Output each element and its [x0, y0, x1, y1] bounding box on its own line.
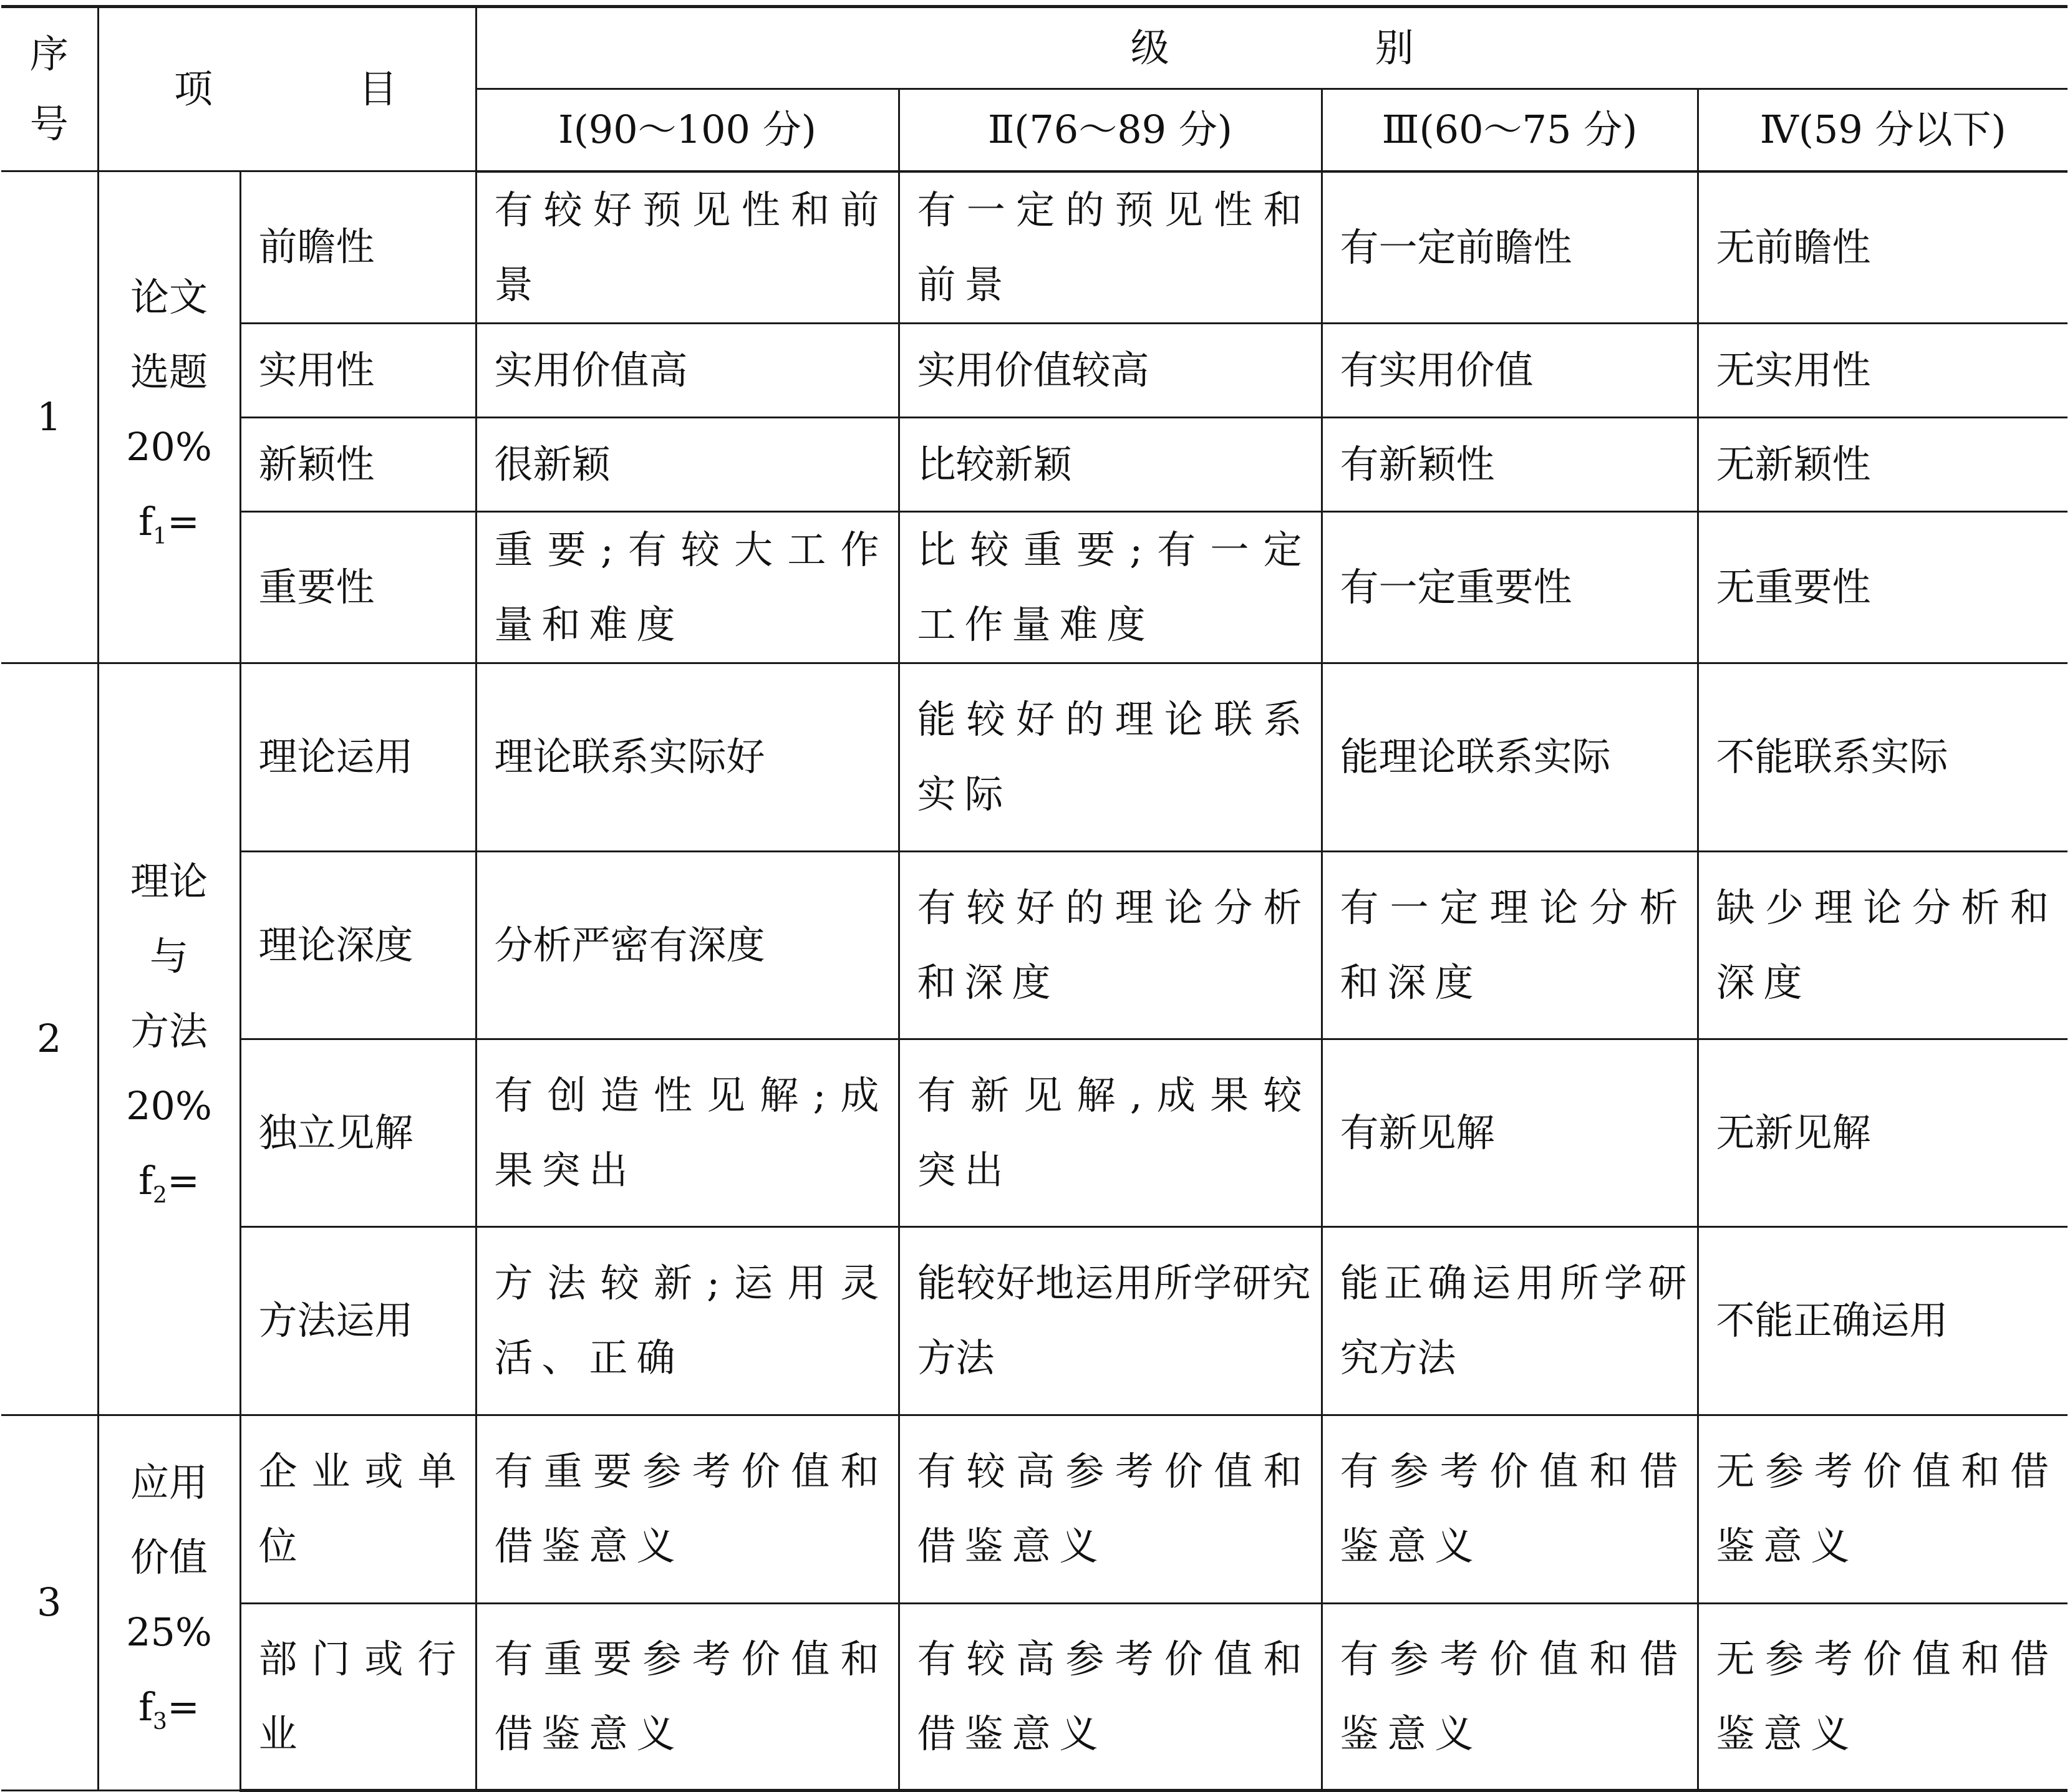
criterion-item	[240, 1603, 476, 1790]
group-1-factor-sub: 1	[153, 523, 167, 549]
grade-1-cell	[476, 171, 899, 324]
criterion-item-text: 新颖性	[258, 441, 375, 487]
grade-4-text: 无新颖性	[1716, 441, 1871, 487]
grade-3-text: 能理论联系实际	[1340, 734, 1611, 779]
group-2-label-line-4: 20%	[126, 1083, 212, 1129]
header-grade-4: Ⅳ(59 分以下)	[1698, 89, 2068, 171]
grade-3-text: 有一定前瞻性	[1340, 224, 1572, 270]
grade-3-text: 有一定理论分析和深度	[1340, 884, 1687, 1005]
group-2-label-line-3: 方法	[130, 1008, 208, 1054]
grade-1-cell	[476, 851, 899, 1039]
criterion-item-text: 重要性	[258, 564, 375, 610]
grade-1-cell	[476, 1226, 899, 1415]
grade-3-text: 有新见解	[1340, 1109, 1495, 1155]
grade-1-text: 有重要参考价值和借鉴意义	[494, 1635, 888, 1756]
group-3-factor	[99, 1670, 239, 1760]
group-1-label-line-1: 论文	[130, 274, 208, 320]
criterion-item	[240, 323, 476, 417]
header-item-cell	[98, 7, 476, 171]
grade-1-text: 分析严密有深度	[494, 922, 765, 968]
criterion-item-text: 实用性	[258, 347, 375, 393]
grade-2-cell	[899, 323, 1322, 417]
grade-4-cell	[1698, 171, 2068, 324]
grade-3-cell	[1322, 851, 1698, 1039]
group-3-seq: 3	[1, 1415, 98, 1790]
grade-1-cell	[476, 511, 899, 663]
criterion-item-text: 部门或行业	[258, 1635, 465, 1756]
grade-4-cell	[1698, 1415, 2068, 1603]
group-3-factor-sub: 3	[153, 1709, 167, 1735]
grade-4-cell	[1698, 851, 2068, 1039]
grade-3-cell	[1322, 511, 1698, 663]
grade-1-cell	[476, 1039, 899, 1226]
criterion-item	[240, 851, 476, 1039]
grade-2-cell	[899, 1603, 1322, 1790]
grade-2-text: 实用价值较高	[917, 347, 1149, 393]
grade-1-text: 重要;有较大工作量和难度	[494, 526, 888, 647]
group-3-label-line-3: 25%	[126, 1609, 212, 1655]
criterion-item-text: 独立见解	[258, 1109, 414, 1155]
grade-4-cell	[1698, 417, 2068, 511]
grade-2-text: 有较好的理论分析和深度	[917, 884, 1311, 1005]
group-3-label	[98, 1415, 240, 1790]
grade-3-text: 有参考价值和借鉴意义	[1340, 1448, 1687, 1569]
group-1-label-line-2: 选题	[130, 349, 208, 395]
header-level-char-1: 级	[1130, 25, 1169, 70]
grade-4-cell	[1698, 1039, 2068, 1226]
group-1-label	[98, 171, 240, 663]
grade-2-text: 有较高参考价值和借鉴意义	[917, 1635, 1311, 1756]
grade-2-cell	[899, 851, 1322, 1039]
group-1-label-line-3: 20%	[126, 423, 212, 470]
grade-3-cell	[1322, 171, 1698, 324]
grade-1-cell	[476, 1603, 899, 1790]
grade-4-cell	[1698, 663, 2068, 851]
group-3-factor-letter: f	[138, 1684, 153, 1730]
grade-2-cell	[899, 171, 1322, 324]
grade-2-cell	[899, 1039, 1322, 1226]
group-3-label-line-2: 价值	[130, 1534, 208, 1580]
group-1-seq: 1	[1, 171, 98, 663]
group-2-label	[98, 663, 240, 1415]
grade-3-cell	[1322, 663, 1698, 851]
header-item-char-2: 目	[359, 66, 400, 112]
header-item-char-1: 项	[173, 66, 215, 112]
grade-1-cell	[476, 663, 899, 851]
grade-4-text: 不能正确运用	[1716, 1298, 1948, 1343]
grade-1-cell	[476, 1415, 899, 1603]
group-2-factor	[99, 1144, 239, 1233]
grade-1-text: 有较好预见性和前景	[494, 186, 888, 307]
grade-2-cell	[899, 417, 1322, 511]
grade-3-text: 有实用价值	[1340, 347, 1534, 393]
header-grade-3: Ⅲ(60～75 分)	[1322, 89, 1698, 171]
grade-2-cell	[899, 511, 1322, 663]
grade-3-cell	[1322, 323, 1698, 417]
grade-1-cell	[476, 323, 899, 417]
grade-1-cell	[476, 417, 899, 511]
group-2-factor-sub: 2	[153, 1183, 167, 1208]
grade-4-text: 不能联系实际	[1716, 734, 1948, 779]
grade-2-cell	[899, 663, 1322, 851]
group-2-label-line-2: 与	[149, 933, 188, 979]
criterion-item-text: 方法运用	[258, 1298, 414, 1343]
grade-4-text: 无参考价值和借鉴意义	[1716, 1448, 2058, 1569]
group-3-factor-eq: =	[167, 1684, 200, 1730]
grade-4-text: 无新见解	[1716, 1109, 1871, 1155]
grade-4-text: 无实用性	[1716, 347, 1871, 393]
grade-2-cell	[899, 1415, 1322, 1603]
criterion-item	[240, 1415, 476, 1603]
grade-2-text: 能较好的理论联系实际	[917, 696, 1311, 817]
grade-3-cell	[1322, 1039, 1698, 1226]
header-grade-2: Ⅱ(76～89 分)	[899, 89, 1322, 171]
criterion-item	[240, 663, 476, 851]
grade-1-text: 方法较新;运用灵活、正确	[494, 1260, 888, 1380]
header-level-char-2: 别	[1375, 25, 1414, 70]
grade-2-text: 有一定的预见性和前景	[917, 186, 1311, 307]
grade-4-cell	[1698, 1603, 2068, 1790]
grade-3-cell	[1322, 1226, 1698, 1415]
grade-2-text: 有新见解,成果较突出	[917, 1072, 1311, 1193]
criterion-item-text: 企业或单位	[258, 1448, 465, 1569]
group-1-factor-eq: =	[167, 498, 200, 544]
grade-2-text: 比较新颖	[917, 441, 1072, 487]
criterion-item-text: 理论运用	[258, 734, 414, 779]
grade-3-cell	[1322, 417, 1698, 511]
grade-1-text: 有创造性见解;成果突出	[494, 1072, 888, 1193]
criterion-item	[240, 1226, 476, 1415]
grade-1-text: 实用价值高	[494, 347, 688, 393]
group-3-label-line-1: 应用	[130, 1460, 208, 1505]
header-grade-1: Ⅰ(90～100 分)	[476, 89, 899, 171]
grade-3-cell	[1322, 1415, 1698, 1603]
group-2-seq: 2	[1, 663, 98, 1415]
grade-2-text: 能较好地运用所学研究方法	[917, 1260, 1311, 1380]
grade-4-cell	[1698, 511, 2068, 663]
grade-3-cell	[1322, 1603, 1698, 1790]
grade-2-text: 比较重要;有一定工作量难度	[917, 526, 1311, 647]
group-2-label-line-1: 理论	[130, 859, 208, 904]
grade-4-text: 无重要性	[1716, 564, 1871, 610]
grade-3-text: 有一定重要性	[1340, 564, 1572, 610]
grade-4-text: 缺少理论分析和深度	[1716, 884, 2058, 1005]
header-seq-char-2: 号	[29, 101, 69, 147]
group-1-factor-letter: f	[138, 498, 153, 544]
criterion-item-text: 理论深度	[258, 922, 414, 968]
group-1-factor	[99, 484, 239, 574]
header-seq-char-1: 序	[29, 31, 69, 77]
grade-4-cell	[1698, 323, 2068, 417]
criterion-item-text: 前瞻性	[258, 224, 375, 270]
group-2-factor-letter: f	[138, 1158, 153, 1203]
grade-1-text: 有重要参考价值和借鉴意义	[494, 1448, 888, 1569]
group-2-factor-eq: =	[167, 1158, 200, 1203]
criterion-item	[240, 171, 476, 324]
grade-3-text: 有参考价值和借鉴意义	[1340, 1635, 1687, 1756]
grade-2-text: 有较高参考价值和借鉴意义	[917, 1448, 1311, 1569]
grade-4-text: 无前瞻性	[1716, 224, 1871, 270]
grade-3-text: 有新颖性	[1340, 441, 1495, 487]
criterion-item	[240, 417, 476, 511]
header-seq-cell	[1, 7, 98, 171]
criterion-item	[240, 511, 476, 663]
thesis-evaluation-table	[1, 5, 2068, 1792]
criterion-item	[240, 1039, 476, 1226]
header-level-cell	[476, 7, 2068, 89]
grade-1-text: 很新颖	[494, 441, 611, 487]
grade-4-text: 无参考价值和借鉴意义	[1716, 1635, 2058, 1756]
grade-3-text: 能正确运用所学研究方法	[1340, 1260, 1687, 1380]
grade-2-cell	[899, 1226, 1322, 1415]
grade-4-cell	[1698, 1226, 2068, 1415]
grade-1-text: 理论联系实际好	[494, 734, 765, 779]
